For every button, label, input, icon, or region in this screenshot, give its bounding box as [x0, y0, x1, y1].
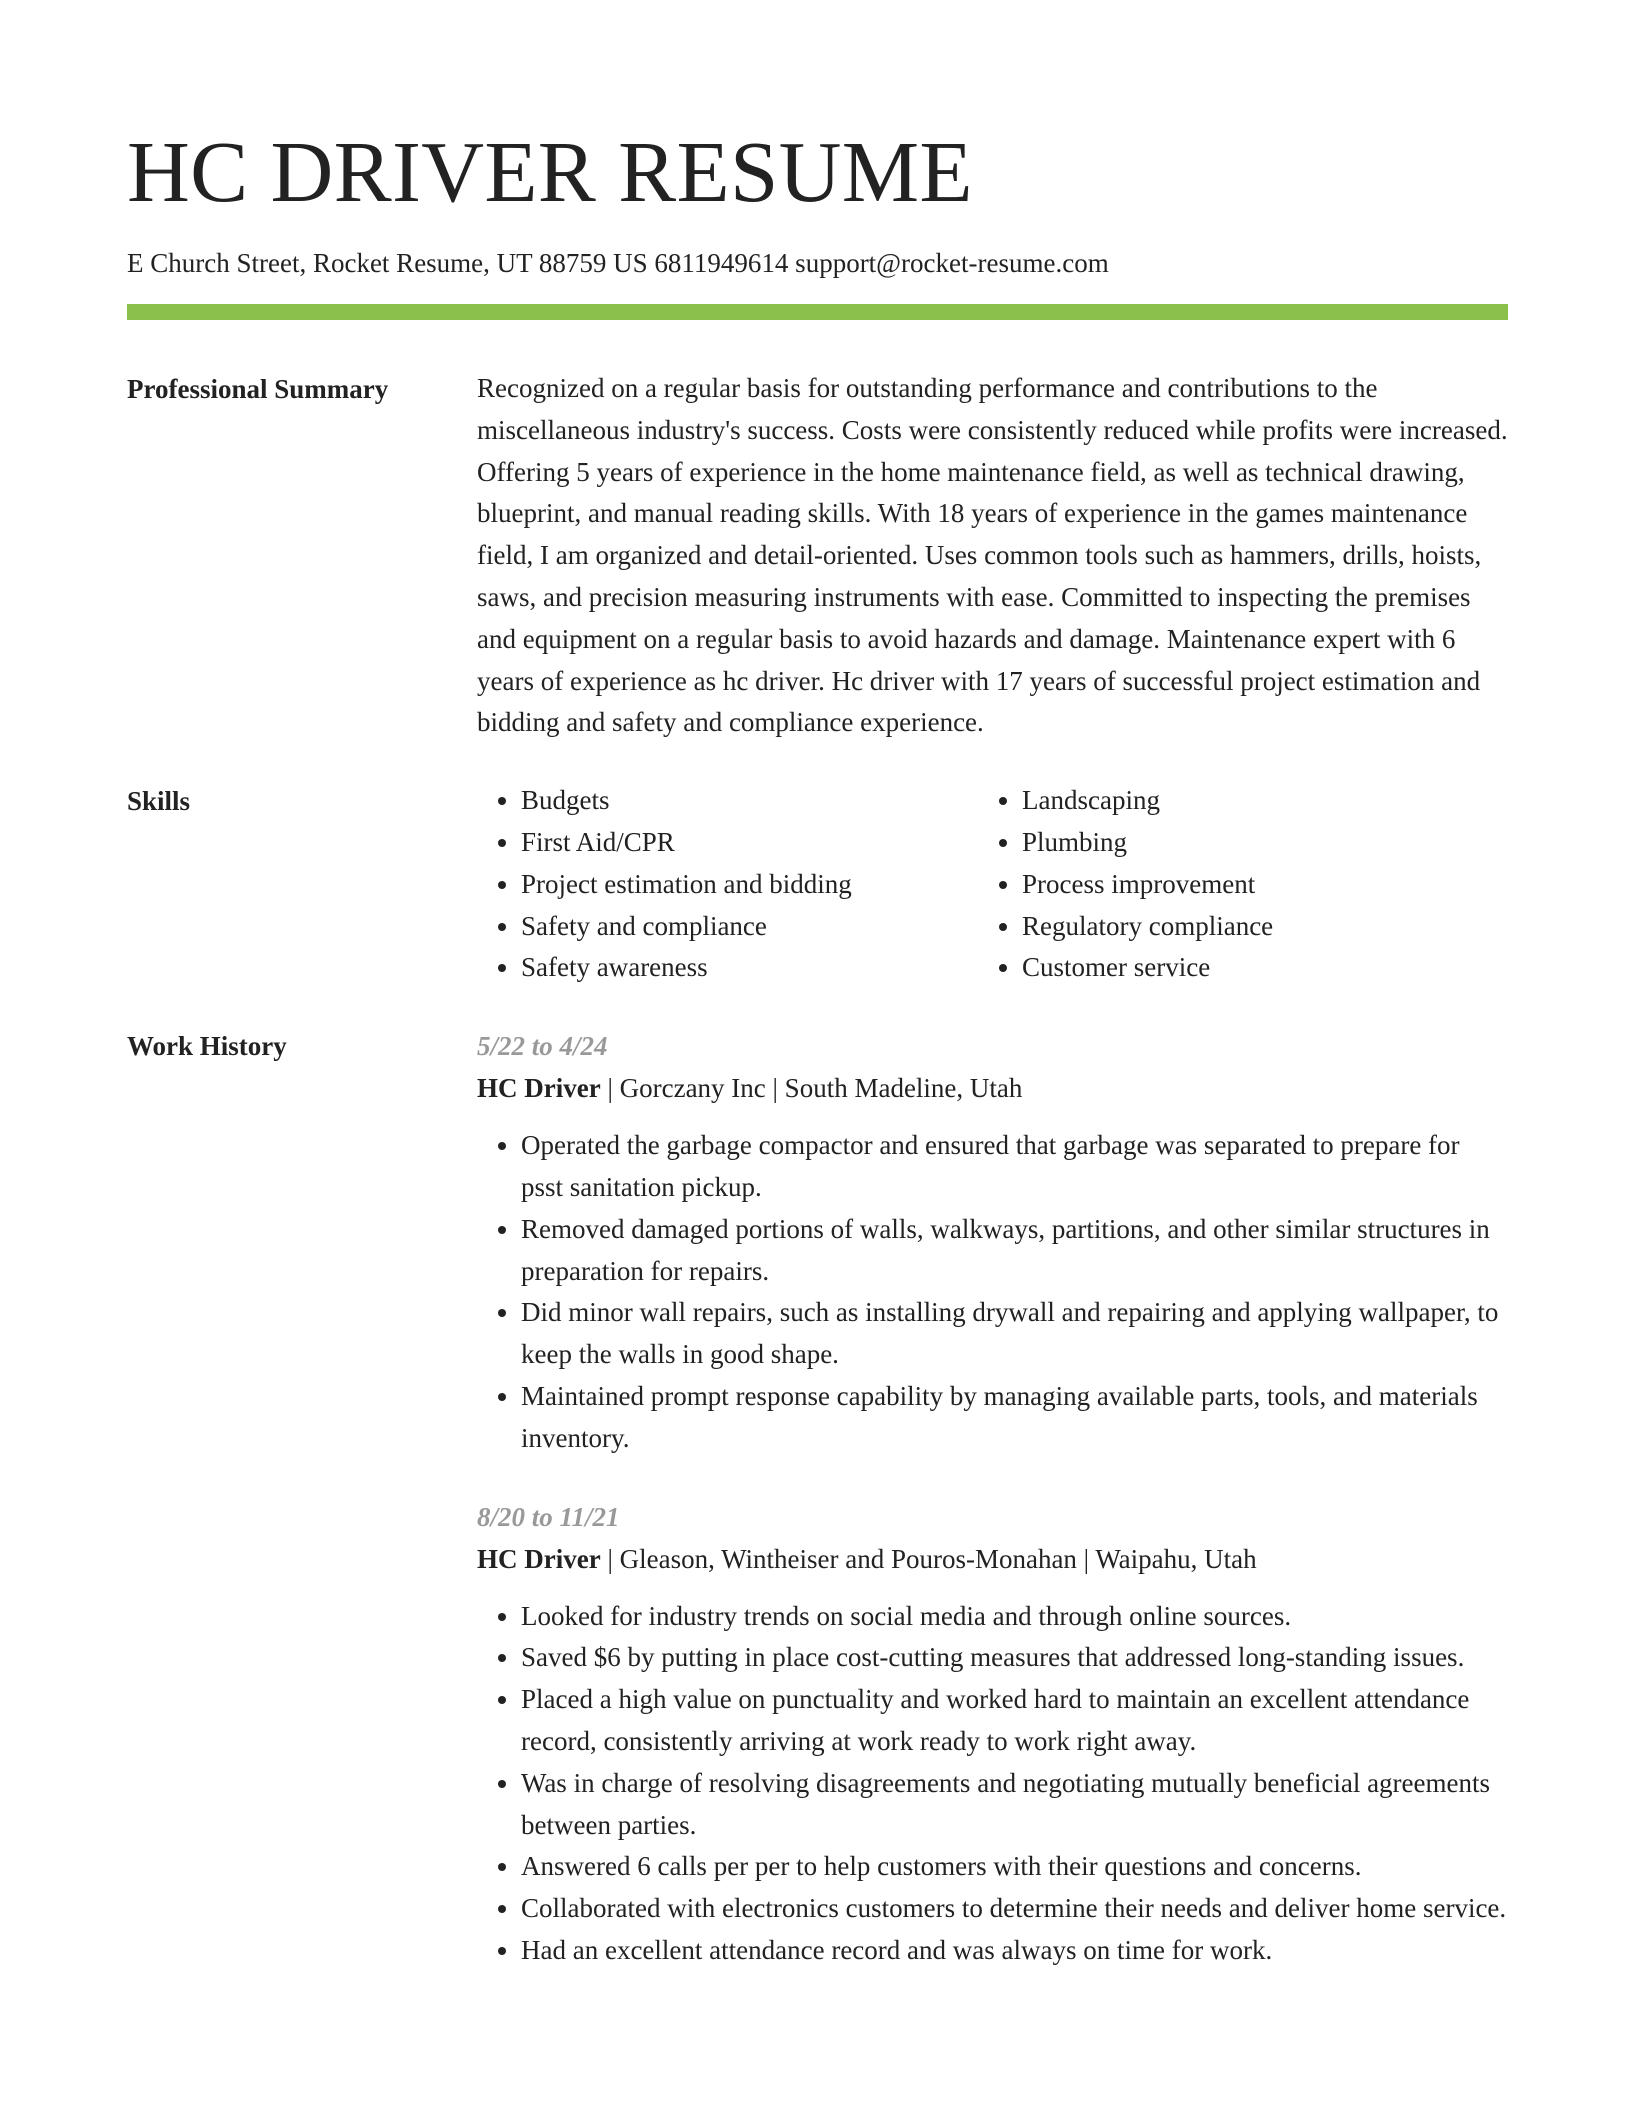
skill-item: • Process improvement [1022, 864, 1273, 906]
skill-item: • Safety and compliance [521, 906, 978, 948]
job-bullet: • Had an excellent attendance record and was always on time for work. [521, 1930, 1508, 1972]
resume-title: HC DRIVER RESUME [127, 123, 973, 220]
skill-item: • Customer service [1022, 947, 1273, 989]
header-divider [127, 304, 1508, 320]
job-bullet: • Looked for industry trends on social media and through online sources. [521, 1596, 1508, 1638]
work-history-heading: Work History [127, 1031, 287, 1062]
summary-heading: Professional Summary [127, 374, 389, 404]
contact-line: E Church Street, Rocket Resume, UT 88759 US 6811949614 support@rocket-resume.com [127, 248, 1109, 278]
job-entry [477, 1025, 1508, 1459]
job-employer-location: | Gleason, Wintheiser and Pouros-Monahan | Waipahu, Utah [600, 1543, 1257, 1574]
skill-item: • First Aid/CPR [521, 822, 978, 864]
skill-item: • Landscaping [1022, 780, 1273, 822]
job-bullet: • Did minor wall repairs, such as installing drywall and repairing and applying wallpaper, to keep the walls in good shape. [521, 1292, 1508, 1376]
summary-text: Recognized on a regular basis for outstanding performance and contributions to the miscellaneous industry's success. Costs were consistently reduced while profits were increased. Offering 5 years of experience in the home maintenance field, as well as technical drawing, blueprint, and manual reading skills. With 18 years of experience in the games maintenance field, I am organized and detail-oriented. Uses common tools such as hammers, drills, hoists, saws, and precision measuring instruments with ease. Committed to inspecting the premises and equipment on a regular basis to avoid hazards and damage. Maintenance expert with 6 years of experience as hc driver. Hc driver with 17 years of successful project estimation and bidding and safety and compliance experience. [477, 373, 1508, 738]
job-title: HC Driver [477, 1543, 601, 1574]
job-bullets [477, 1125, 1508, 1459]
skill-item: • Safety awareness [521, 947, 978, 989]
skill-item: • Regulatory compliance [1022, 906, 1273, 948]
skills-section [127, 780, 1508, 989]
job-dates: 8/20 to 11/21 [477, 1501, 620, 1532]
summary-section [127, 368, 1508, 744]
work-history-body [477, 1025, 1508, 2008]
job-heading [477, 1538, 1508, 1580]
job-bullet: • Placed a high value on punctuality and worked hard to maintain an excellent attendance record, consistently arriving at work ready to work right away. [521, 1679, 1508, 1763]
summary-body [477, 368, 1508, 744]
job-bullet: • Collaborated with electronics customers to determine their needs and deliver home service. [521, 1888, 1508, 1930]
skills-list [477, 780, 1508, 989]
skill-item: • Project estimation and bidding [521, 864, 978, 906]
job-entry [477, 1496, 1508, 1972]
job-heading [477, 1067, 1508, 1109]
skills-column-right [978, 780, 1273, 989]
job-bullet: • Saved $6 by putting in place cost-cutting measures that addressed long-standing issues. [521, 1637, 1508, 1679]
job-bullet: • Removed damaged portions of walls, walkways, partitions, and other similar structures in preparation for repairs. [521, 1209, 1508, 1293]
job-bullet: • Operated the garbage compactor and ensured that garbage was separated to prepare for psst sanitation pickup. [521, 1125, 1508, 1209]
job-bullets [477, 1596, 1508, 1972]
job-employer-location: | Gorczany Inc | South Madeline, Utah [600, 1073, 1023, 1104]
job-bullet: • Answered 6 calls per per to help customers with their questions and concerns. [521, 1846, 1508, 1888]
job-title: HC Driver [477, 1073, 601, 1104]
job-bullet: • Was in charge of resolving disagreements and negotiating mutually beneficial agreements between parties. [521, 1763, 1508, 1847]
work-history-section [127, 1025, 1508, 2008]
skill-item: • Budgets [521, 780, 978, 822]
job-bullet: • Maintained prompt response capability by managing available parts, tools, and materials inventory. [521, 1376, 1508, 1460]
job-dates: 5/22 to 4/24 [477, 1031, 608, 1062]
skills-column-left [477, 780, 978, 989]
skills-heading: Skills [127, 786, 191, 817]
skill-item: • Plumbing [1022, 822, 1273, 864]
